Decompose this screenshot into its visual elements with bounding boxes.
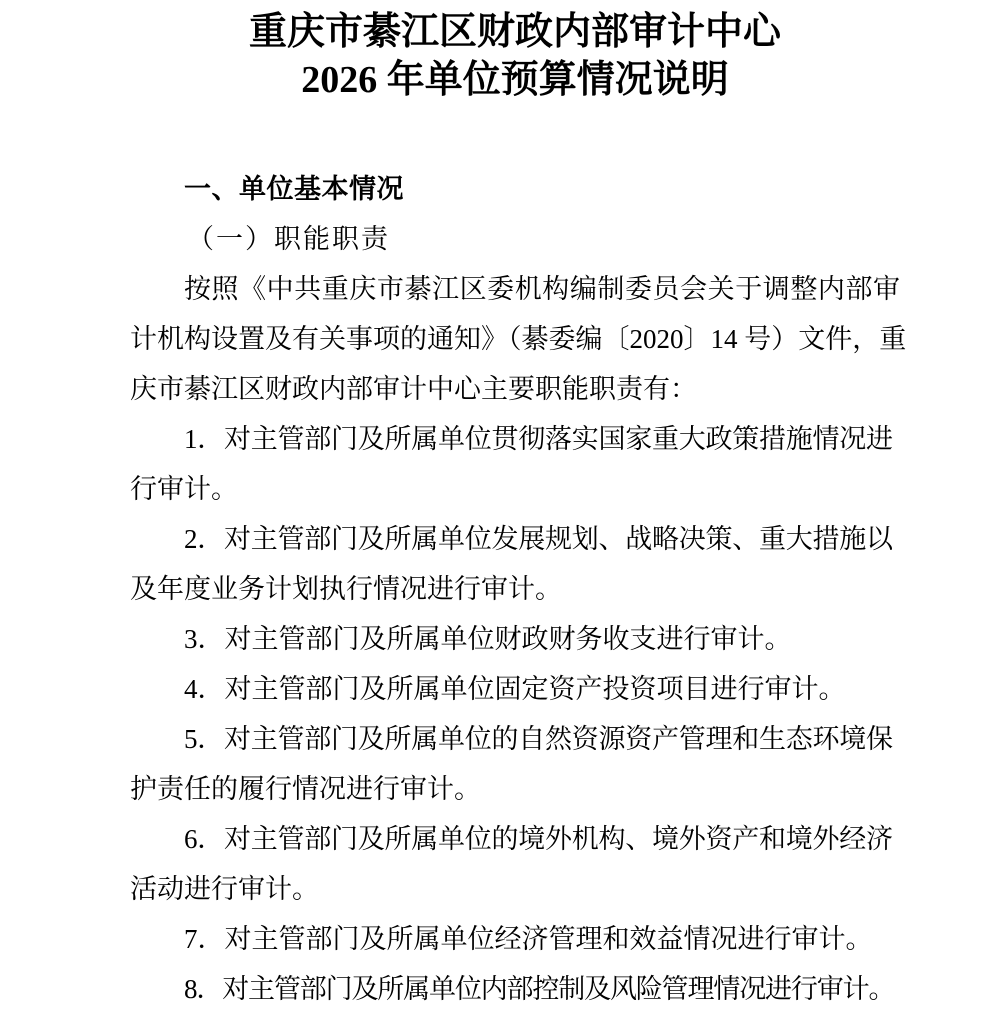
- duty-item-1: [130, 414, 900, 514]
- text-line: 5．对主管部门及所属单位的自然资源资产管理和生态环境保: [184, 724, 893, 754]
- intro-paragraph: [130, 264, 907, 414]
- text-line: 行审计。: [130, 474, 238, 504]
- duty-item-8: [130, 964, 900, 1013]
- text-line: 7．对主管部门及所属单位经济管理和效益情况进行审计。: [184, 924, 873, 954]
- duty-item-2: [130, 514, 900, 614]
- text-line: 3．对主管部门及所属单位财政财务收支进行审计。: [184, 624, 792, 654]
- headings-block: [130, 164, 900, 264]
- text-line: 活动进行审计。: [130, 874, 319, 904]
- duty-item-7: [130, 914, 900, 964]
- text-line: 8．对主管部门及所属单位内部控制及风险管理情况进行审计。: [184, 974, 895, 1004]
- duty-item-5: [130, 714, 900, 814]
- body-text: [130, 264, 907, 1013]
- duty-item-6: [130, 814, 900, 914]
- duty-item-4: [130, 664, 900, 714]
- document-title: [130, 0, 900, 104]
- text-line: 6．对主管部门及所属单位的境外机构、境外资产和境外经济: [184, 824, 893, 854]
- text-line: 及年度业务计划执行情况进行审计。: [130, 574, 562, 604]
- text-line: 2．对主管部门及所属单位发展规划、战略决策、重大措施以: [184, 524, 893, 554]
- document-text-column: [130, 0, 907, 1013]
- text-line: 庆市綦江区财政内部审计中心主要职能职责有：: [130, 374, 697, 404]
- duty-item-3: [130, 614, 900, 664]
- text-line: 1．对主管部门及所属单位贯彻落实国家重大政策措施情况进: [184, 424, 893, 454]
- text-line: 计机构设置及有关事项的通知》（綦委编〔2020〕14 号）文件，重: [130, 324, 907, 354]
- document-title-line-1: 重庆市綦江区财政内部审计中心: [248, 11, 781, 53]
- text-line: 护责任的履行情况进行审计。: [130, 774, 481, 804]
- section-heading: 一、单位基本情况: [184, 174, 404, 204]
- text-line: 按照《中共重庆市綦江区委机构编制委员会关于调整内部审: [184, 274, 900, 304]
- text-line: 4．对主管部门及所属单位固定资产投资项目进行审计。: [184, 674, 846, 704]
- document-title-line-2: 2026 年单位预算情况说明: [301, 59, 729, 101]
- subsection-heading: （一）职能职责: [187, 224, 390, 254]
